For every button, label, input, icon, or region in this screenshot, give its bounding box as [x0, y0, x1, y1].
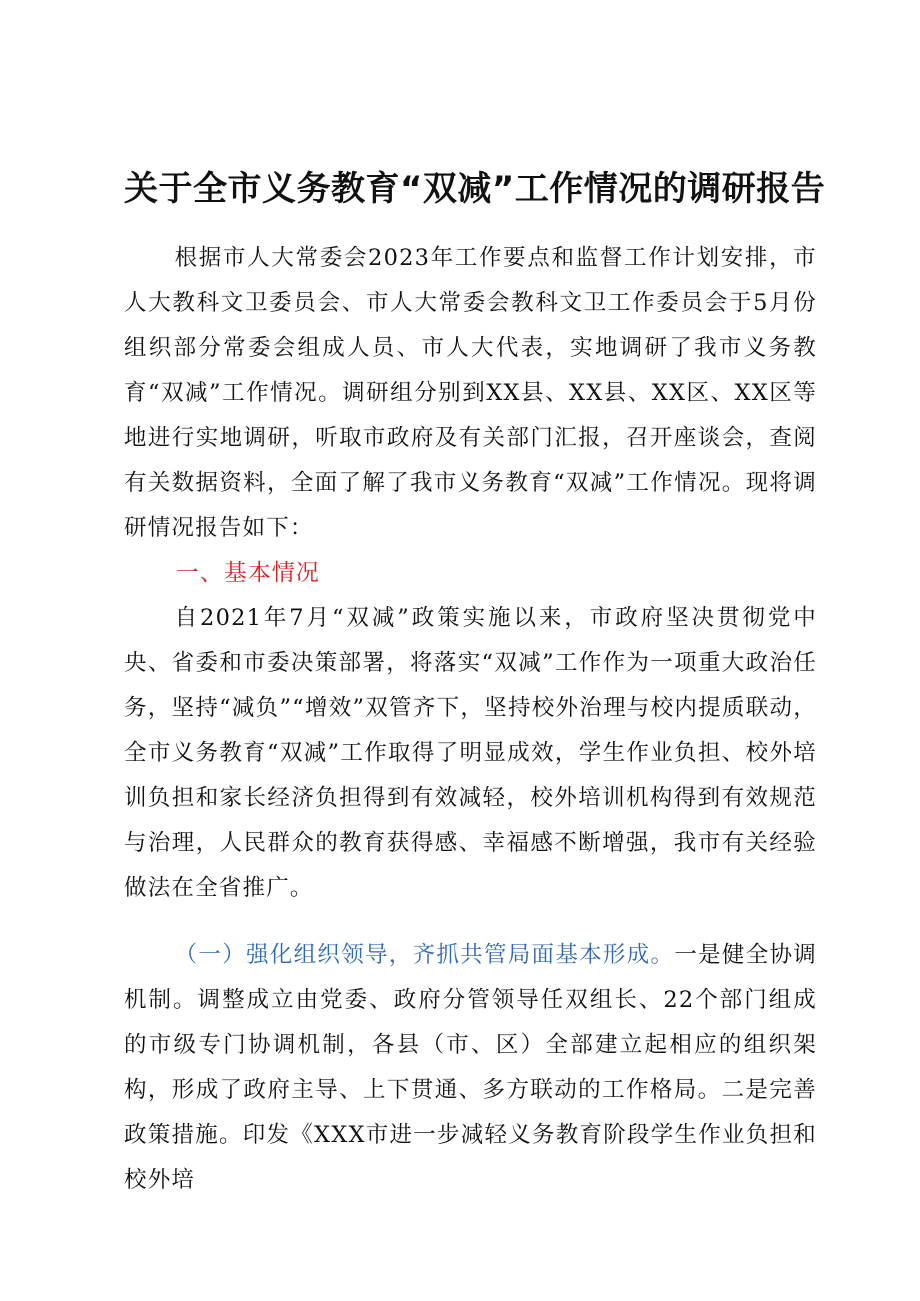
document-title: 关于全市义务教育“双减”工作情况的调研报告	[124, 169, 826, 209]
subsection-paragraph	[124, 933, 817, 1203]
intro-paragraph: 根据市人大常委会2023年工作要点和监督工作计划安排，市人大教科文卫委员会、市人大常委会教科文卫工作委员会于5月份组织部分常委会组成人员、市人大代表，实地调研了我市义务教育“双减”工作情况。调研组分别到XX县、XX县、XX区、XX区等地进行实地调研，听取市政府及有关部门汇报，召开座谈会，查阅有关数据资料，全面了解了我市义务教育“双减”工作情况。现将调研情况报告如下：	[124, 245, 817, 541]
paragraph-spacer	[124, 911, 817, 933]
subsection-body-text: 一是健全协调机制。调整成立由党委、政府分管领导任双组长、22个部门组成的市级专门协调机制，各县（市、区）全部建立起相应的组织架构，形成了政府主导、上下贯通、多方联动的工作格局。二是完善政策措施。印发《XXX市进一步减轻义务教育阶段学生作业负担和校外培	[124, 942, 818, 1193]
basic-situation-paragraph: 自2021年7月“双减”政策实施以来，市政府坚决贯彻党中央、省委和市委决策部署，将落实“双减”工作作为一项重大政治任务，坚持“减负”“增效”双管齐下，坚持校外治理与校内提质联动，全市义务教育“双减”工作取得了明显成效，学生作业负担、校外培训负担和家长经济负担得到有效减轻，校外培训机构得到有效规范与治理，人民群众的教育获得感、幸福感不断增强，我市有关经验做法在全省推广。	[124, 605, 817, 901]
section-heading-basic-situation: 一、基本情况	[175, 560, 320, 586]
subsection-heading-organization-leadership: （一）强化组织领导，齐抓共管局面基本形成。	[174, 942, 675, 968]
document-body	[124, 236, 817, 1203]
